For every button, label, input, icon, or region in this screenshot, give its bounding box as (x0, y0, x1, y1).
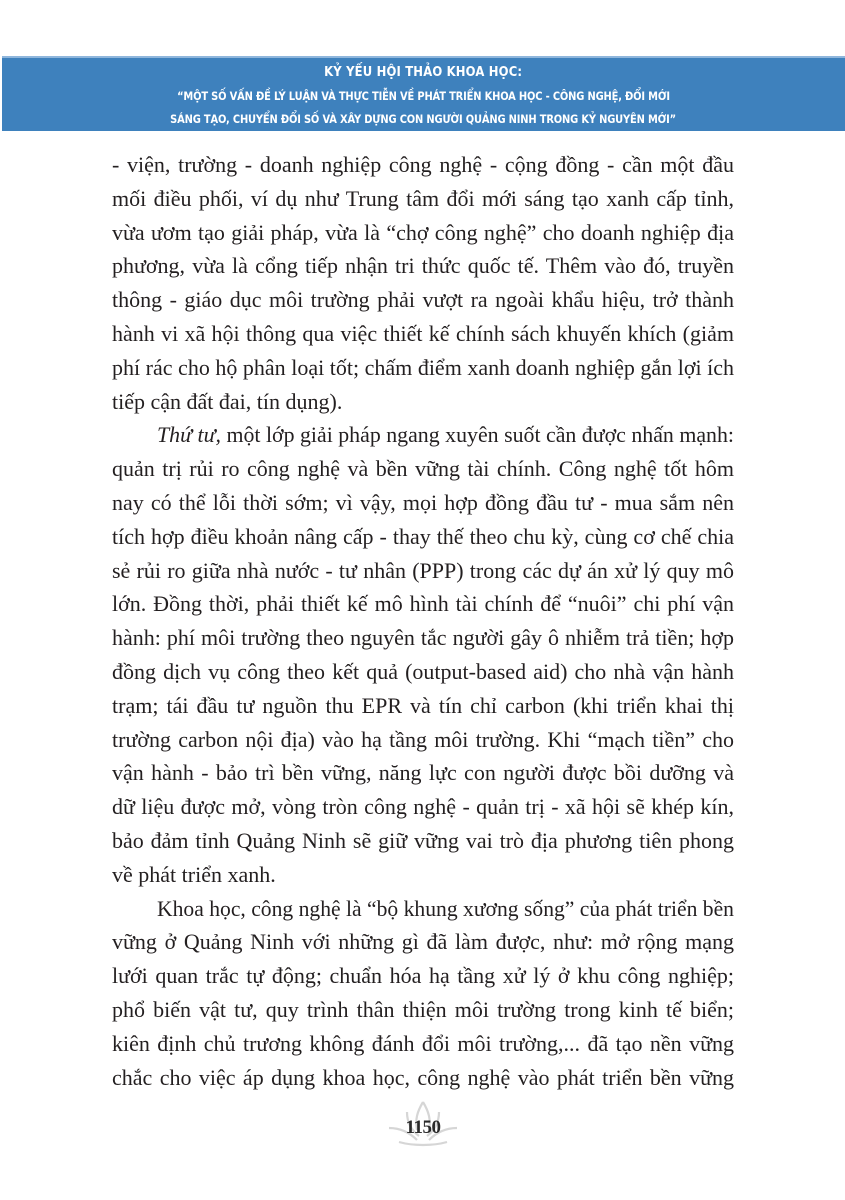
text-line: về phát triển xanh. (112, 861, 276, 887)
header-subtitle-line2: SÁNG TẠO, CHUYỂN ĐỔI SỐ VÀ XÂY DỰNG CON NGƯỜI QUẢNG NINH TRONG KỶ NGUYÊN MỚI” (170, 112, 677, 126)
text-line: nay có thể lỗi thời sớm; vì vậy, mọi hợp đồng đầu tư - mua sắm nên (112, 489, 734, 515)
paragraph-start-line: Khoa học, công nghệ là “bộ khung xương sống” của phát triển bền (157, 895, 734, 921)
text-line: tích hợp điều khoản nâng cấp - thay thế theo chu kỳ, cùng cơ chế chia (112, 523, 734, 549)
paragraph-start-line: Thứ tư, một lớp giải pháp ngang xuyên suốt cần được nhấn mạnh: (157, 422, 734, 448)
italic-lead: Thứ tư, (157, 422, 221, 448)
text-line: mối điều phối, ví dụ như Trung tâm đổi mới sáng tạo xanh cấp tỉnh, (112, 185, 734, 211)
page-number: 1150 (405, 1117, 441, 1138)
text-line: dữ liệu được mở, vòng tròn công nghệ - quản trị - xã hội sẽ khép kín, (112, 794, 734, 820)
text-line: sẻ rủi ro giữa nhà nước - tư nhân (PPP) trong các dự án xử lý quy mô (112, 557, 734, 583)
text-line: phí rác cho hộ phân loại tốt; chấm điểm xanh doanh nghiệp gắn lợi ích (112, 354, 734, 380)
header-subtitle-line1: “MỘT SỐ VẤN ĐỀ LÝ LUẬN VÀ THỰC TIỄN VỀ PHÁT TRIỂN KHOA HỌC - CÔNG NGHỆ, ĐỔI MỚI (177, 89, 670, 103)
text-line: phổ biến vật tư, quy trình thân thiện môi trường trong kinh tế biển; (112, 996, 734, 1022)
text-line: trạm; tái đầu tư nguồn thu EPR và tín chỉ carbon (khi triển khai thị (112, 692, 734, 718)
header-title: KỶ YẾU HỘI THẢO KHOA HỌC: (324, 64, 523, 80)
text-line: - viện, trường - doanh nghiệp công nghệ - cộng đồng - cần một đầu (112, 152, 734, 177)
text-line: quản trị rủi ro công nghệ và bền vững tài chính. Công nghệ tốt hôm (112, 456, 734, 482)
text-line: lưới quan trắc tự động; chuẩn hóa hạ tầng xử lý ở khu công nghiệp; (112, 963, 734, 989)
text-line: bảo đảm tỉnh Quảng Ninh sẽ giữ vững vai trò địa phương tiên phong (112, 827, 734, 853)
text-line: đồng dịch vụ công theo kết quả (output-based aid) cho nhà vận hành (112, 658, 734, 684)
text-line: kiên định chủ trương không đánh đổi môi trường,... đã tạo nền vững (112, 1030, 734, 1056)
body-text (112, 148, 734, 1094)
text-line: lớn. Đồng thời, phải thiết kế mô hình tài chính để “nuôi” chi phí vận (112, 591, 734, 617)
text-line: trường carbon nội địa) vào hạ tầng môi trường. Khi “mạch tiền” cho (112, 726, 734, 752)
header-banner (2, 56, 845, 131)
text-line: vững ở Quảng Ninh với những gì đã làm được, như: mở rộng mạng (112, 929, 734, 955)
text-line: vận hành - bảo trì bền vững, năng lực con người được bồi dưỡng và (112, 760, 734, 786)
text-line: hành: phí môi trường theo nguyên tắc người gây ô nhiễm trả tiền; hợp (112, 625, 734, 651)
text-line: phương, vừa là cổng tiếp nhận tri thức quốc tế. Thêm vào đó, truyền (112, 253, 734, 279)
text-line: vừa ươm tạo giải pháp, vừa là “chợ công nghệ” cho doanh nghiệp địa (112, 219, 734, 245)
text-line: chắc cho việc áp dụng khoa học, công nghệ vào phát triển bền vững (112, 1064, 734, 1090)
text-line: hành vi xã hội thông qua việc thiết kế chính sách khuyến khích (giảm (112, 320, 734, 346)
text-line: thông - giáo dục môi trường phải vượt ra ngoài khẩu hiệu, trở thành (112, 287, 734, 313)
page-footer (383, 1098, 463, 1148)
text-line: tiếp cận đất đai, tín dụng). (112, 388, 343, 414)
